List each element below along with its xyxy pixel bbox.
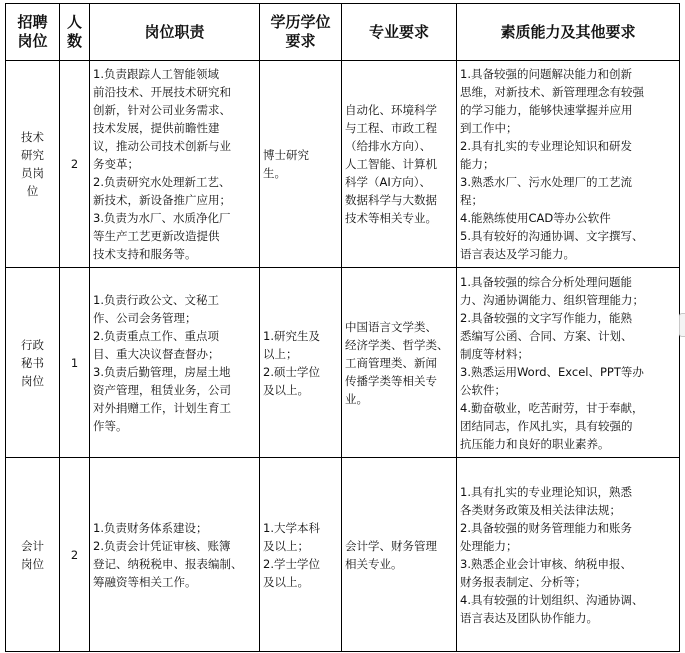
- cell-line: 及以上。: [263, 574, 309, 589]
- header-line: 人: [66, 13, 82, 31]
- major-cell: [342, 458, 457, 652]
- table-row: [6, 268, 680, 458]
- duties-cell: [90, 268, 260, 458]
- cell-line: 筹融资等相关工作。: [93, 574, 197, 589]
- cell-line: 作、公司会务管理；: [93, 310, 197, 325]
- cell-line: 1.研究生及: [263, 328, 320, 343]
- cell-line: 议，推动公司技术创新与业: [93, 139, 231, 153]
- cell-line: 对外捐赠工作，计划生育工: [93, 400, 231, 415]
- cell-line: 创新，针对公司业务需求、: [93, 103, 231, 117]
- cell-line: 3.负责为水厂、水质净化厂: [93, 211, 231, 225]
- cell-line: 目、重大决议督查督办；: [93, 346, 220, 361]
- header-line: 专业要求: [368, 22, 429, 41]
- header-count: [60, 4, 90, 61]
- cell-line: 2.具备较强的文字写作能力，能熟: [460, 310, 632, 325]
- cell-line: 生。: [263, 166, 286, 180]
- cell-line: 传播学类等相关专: [345, 373, 437, 388]
- cell-line: 制度等材料；: [460, 346, 529, 361]
- cell-line: 位: [26, 184, 39, 198]
- cell-line: 以上；: [263, 346, 298, 361]
- cell-line: 1.负责财务体系建设；: [93, 520, 208, 535]
- cell-line: 2.负责会计凭证审核、账簿: [93, 538, 231, 553]
- position-cell: [6, 268, 60, 458]
- cell-line: 研究: [21, 148, 44, 162]
- cell-line: 能力；: [460, 157, 495, 171]
- count-cell: [60, 61, 90, 268]
- header-line: 素质能力及其他要求: [500, 22, 636, 41]
- cell-line: 1.大学本科: [263, 520, 320, 535]
- cell-line: 的学习能力，能够快速掌握并应用: [460, 103, 633, 117]
- cell-line: 悉编写公函、合同、方案、计划、: [460, 328, 633, 343]
- header-line: 岗位职责: [144, 22, 205, 41]
- cell-line: 2.硕士学位: [263, 364, 320, 379]
- position-cell: [6, 61, 60, 268]
- cell-line: 到工作中；: [460, 121, 518, 135]
- header-line: 要求: [285, 32, 316, 50]
- cell-line: 思维，对新技术、新管理理念有较强: [460, 85, 644, 99]
- table-row: [6, 458, 680, 652]
- cell-line: 团结同志，作风扎实，具有较强的: [460, 418, 633, 433]
- cell-line: 人工智能、计算机: [345, 157, 437, 171]
- cell-line: 等生产工艺更新改造提供: [93, 229, 220, 243]
- cell-line: 4.勤奋敬业，吃苦耐劳，甘于奉献，: [460, 400, 644, 415]
- education-cell: [260, 458, 342, 652]
- quality-cell: [457, 61, 680, 268]
- cell-value: 1: [70, 355, 79, 370]
- education-cell: [260, 268, 342, 458]
- cell-line: 技术等相关专业。: [345, 211, 437, 225]
- header-duties: [90, 4, 260, 61]
- cell-line: 与工程、市政工程: [345, 121, 437, 135]
- cell-line: 行政: [21, 337, 44, 352]
- cell-line: 程；: [460, 193, 483, 207]
- cell-line: 科学（AI方向）、: [345, 175, 432, 189]
- header-line: 学历学位: [270, 13, 331, 31]
- cell-line: 3.熟悉企业会计审核、纳税申报、: [460, 556, 632, 571]
- cell-line: 技术发展，提供前瞻性建: [93, 121, 220, 135]
- cell-line: 财务报表制定、分析等；: [460, 574, 587, 589]
- major-cell: [342, 61, 457, 268]
- cell-line: 岗位: [21, 373, 44, 388]
- cell-line: 博士研究: [263, 148, 309, 162]
- count-cell: [60, 268, 90, 458]
- cell-line: 1.具有扎实的专业理论知识，熟悉: [460, 484, 632, 499]
- cell-line: 及以上；: [263, 538, 309, 553]
- cell-line: 技术支持和服务等。: [93, 247, 197, 261]
- cell-line: 会计学、财务管理: [345, 538, 437, 553]
- cell-line: 会计: [21, 538, 44, 553]
- side-scroll-handle[interactable]: [679, 313, 685, 337]
- cell-line: 语言表达及学习能力。: [460, 247, 575, 261]
- cell-value: 2: [70, 157, 79, 171]
- cell-line: 前沿技术、开展技术研究和: [93, 85, 231, 99]
- quality-cell: [457, 458, 680, 652]
- cell-line: 自动化、环境科学: [345, 103, 437, 117]
- cell-line: 员岗: [21, 166, 44, 180]
- duties-cell: [90, 61, 260, 268]
- cell-line: 岗位: [21, 556, 44, 571]
- count-cell: [60, 458, 90, 652]
- cell-value: 2: [70, 547, 79, 562]
- position-cell: [6, 458, 60, 652]
- header-position: [6, 4, 60, 61]
- cell-line: 2.负责重点工作、重点项: [93, 328, 219, 343]
- major-cell: [342, 268, 457, 458]
- cell-line: 作等。: [93, 418, 128, 433]
- recruitment-table: [5, 3, 680, 652]
- cell-line: 登记、纳税税申、报表编制、: [93, 556, 243, 571]
- cell-line: 业。: [345, 391, 368, 406]
- header-line: 数: [66, 32, 82, 50]
- cell-line: 5.具有较好的沟通协调、文字撰写、: [460, 229, 644, 243]
- cell-line: 资产管理，租赁业务，公司: [93, 382, 231, 397]
- cell-line: 1.具备较强的综合分析处理问题能: [460, 274, 632, 289]
- header-line: 岗位: [17, 32, 48, 50]
- cell-line: 4.能熟练使用CAD等办公软件: [460, 211, 611, 225]
- cell-line: 2.学士学位: [263, 556, 320, 571]
- cell-line: 秘书: [21, 355, 44, 370]
- header-major: [342, 4, 457, 61]
- header-quality: [457, 4, 680, 61]
- cell-line: 各类财务政策及相关法律法规；: [460, 502, 621, 517]
- cell-line: 1.负责行政公文、文秘工: [93, 292, 219, 307]
- cell-line: 3.负责后勤管理，房屋土地: [93, 364, 231, 379]
- cell-line: 4.具有较强的计划组织、沟通协调、: [460, 592, 644, 607]
- header-line: 招聘: [17, 13, 48, 31]
- cell-line: 经济学类、哲学类、: [345, 337, 449, 352]
- cell-line: 数据科学与大数据: [345, 193, 437, 207]
- cell-line: 务变革；: [93, 157, 139, 171]
- cell-line: 3.熟悉水厂、污水处理厂的工艺流: [460, 175, 632, 189]
- header-education: [260, 4, 342, 61]
- cell-line: 技术: [21, 130, 44, 144]
- quality-cell: [457, 268, 680, 458]
- cell-line: 3.熟悉运用Word、Excel、PPT等办: [460, 364, 644, 379]
- cell-line: 公软件；: [460, 382, 506, 397]
- cell-line: 新技术，新设备推广应用；: [93, 193, 231, 207]
- cell-line: 2.具有扎实的专业理论知识和研发: [460, 139, 632, 153]
- cell-line: 处理能力；: [460, 538, 518, 553]
- cell-line: 相关专业。: [345, 556, 403, 571]
- education-cell: [260, 61, 342, 268]
- cell-line: 抗压能力和良好的职业素养。: [460, 436, 610, 451]
- cell-line: 中国语言文学类、: [345, 319, 437, 334]
- cell-line: 力、沟通协调能力、组织管理能力；: [460, 292, 644, 307]
- cell-line: 1.负责跟踪人工智能领域: [93, 67, 219, 81]
- cell-line: 语言表达及团队协作能力。: [460, 610, 598, 625]
- cell-line: （给排水方向）、: [345, 139, 432, 153]
- cell-line: 及以上。: [263, 382, 309, 397]
- cell-line: 2.具备较强的财务管理能力和账务: [460, 520, 632, 535]
- header-row: [6, 4, 680, 61]
- table-row: [6, 61, 680, 268]
- cell-line: 工商管理类、新闻: [345, 355, 437, 370]
- cell-line: 2.负责研究水处理新工艺、: [93, 175, 231, 189]
- duties-cell: [90, 458, 260, 652]
- cell-line: 1.具备较强的问题解决能力和创新: [460, 67, 632, 81]
